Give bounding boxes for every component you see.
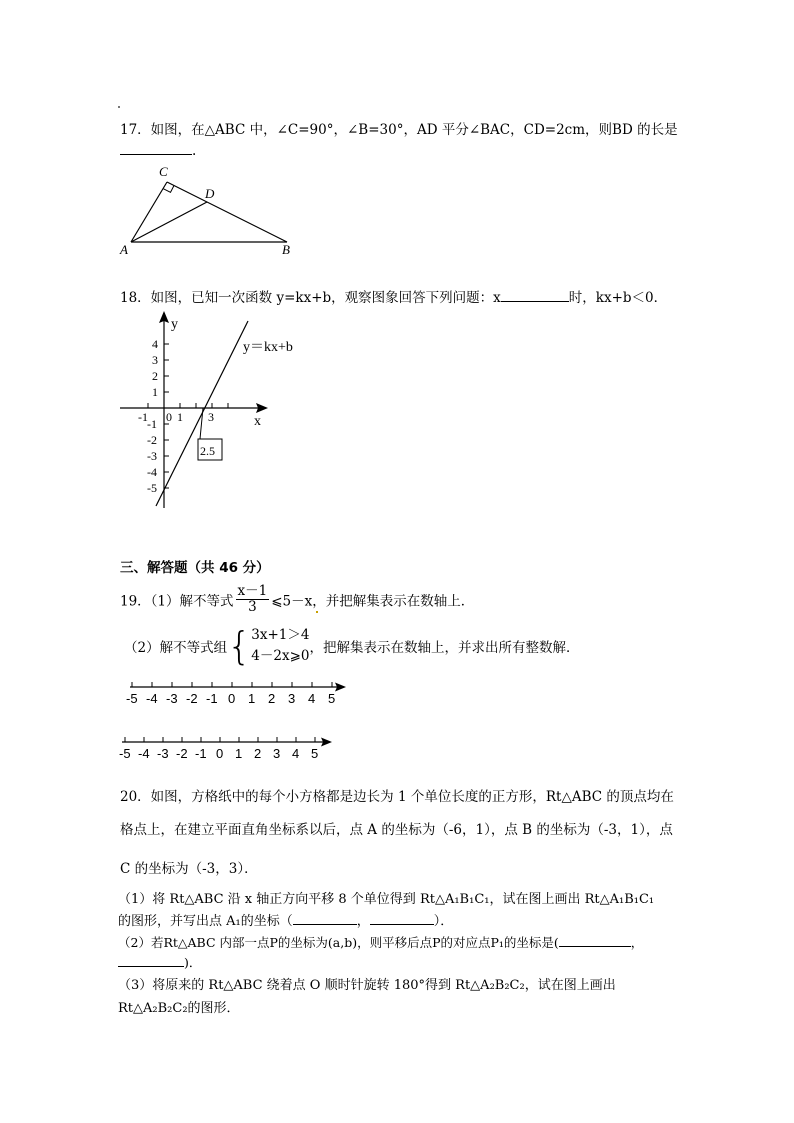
number-line-1[interactable]: [124, 680, 350, 708]
nl2-label-2: 2: [254, 746, 262, 761]
q20-sub2-prefix: （2）若Rt△ABC 内部一点P的坐标为(a,b)，则平移后点P的对应点P₁的坐标是(: [118, 935, 559, 950]
nl2-label-1: 1: [235, 746, 243, 761]
y-tick-4: 4: [152, 337, 158, 351]
y-tick-neg2: -2: [147, 433, 157, 447]
callout-text: 2.5: [200, 444, 215, 458]
nl1-label-2: 2: [268, 691, 276, 706]
inequality-system: [251, 625, 309, 667]
nl2-label-5: 5: [311, 746, 319, 761]
q20-sub1-mid: ，: [356, 914, 370, 929]
q20-sub1-line1: （1）将 Rt△ABC 沿 x 轴正方向平移 8 个单位得到 Rt△A₁B₁C₁，试在图上画出 Rt△A₁B₁C₁: [118, 892, 655, 907]
q19-part1: [120, 584, 474, 615]
number-line-2[interactable]: [118, 735, 338, 763]
q17-stem: 17．如图，在△ABC 中，∠C=90°，∠B=30°，AD 平分∠BAC，CD=2cm，则BD 的长是: [120, 122, 678, 138]
stray-dot: [118, 106, 120, 108]
q20-a1-y-blank[interactable]: [370, 910, 434, 925]
nl1-label-neg4: -4: [146, 691, 158, 706]
nl1-label-neg5: -5: [126, 691, 138, 706]
x-tick-neg1: -1: [138, 410, 148, 424]
y-tick-neg1: -1: [147, 417, 157, 431]
inequality-1: 3x+1＞4: [251, 627, 310, 643]
nl1-label-3: 3: [288, 691, 296, 706]
q19-p2-prefix: （2）解不等式组: [124, 640, 228, 656]
q19-frac-numerator: x－1: [237, 583, 268, 599]
q19-fraction: [236, 584, 270, 615]
q20-a1-x-blank[interactable]: [293, 910, 357, 925]
callout-pointer: [200, 408, 208, 439]
nl1-label-neg2: -2: [186, 691, 198, 706]
q20-sub2-tail: )．: [184, 955, 202, 970]
side-cb: [167, 182, 287, 242]
nl2-label-neg4: -4: [138, 746, 150, 761]
q19-p2-suffix: ，把解集表示在数轴上，并求出所有整数解．: [309, 640, 580, 656]
stray-mark: [316, 611, 318, 613]
y-axis-label: y: [171, 317, 178, 332]
system-brace: {: [227, 624, 252, 668]
q19-p1-suffix: ⩽5－x，并把解集表示在数轴上．: [271, 593, 475, 610]
q19-p1-prefix: 19．（1）解不等式: [120, 593, 234, 610]
q20-line2: 格点上，在建立平面直角坐标系以后，点 A 的坐标为（-6，1），点 B 的坐标为（-3，1），点: [120, 822, 673, 838]
q18-stem: 18．如图，已知一次函数 y=kx+b，观察图象回答下列问题：x: [120, 290, 501, 306]
right-angle-mark: [164, 186, 175, 193]
nl1-label-1: 1: [248, 691, 256, 706]
q19-frac-denominator: 3: [248, 599, 257, 615]
nl2-label-neg2: -2: [176, 746, 188, 761]
q20-sub3-line1: （3）将原来的 Rt△ABC 绕着点 O 顺时针旋转 180°得到 Rt△A₂B₂C₂，试在图上画出: [118, 978, 616, 993]
nl1-label-0: 0: [228, 691, 236, 706]
q20-p1-x-blank[interactable]: [559, 932, 631, 947]
q19-part2: [124, 625, 579, 667]
q20-line1: 20．如图，方格纸中的每个小方格都是边长为 1 个单位长度的正方形，Rt△ABC 的顶点均在: [120, 789, 674, 805]
nl2-label-0: 0: [216, 746, 224, 761]
y-tick-1: 1: [152, 385, 158, 399]
q20-sub2-line2: [118, 952, 201, 971]
q17-triangle-figure: [115, 160, 300, 260]
nl2-label-4: 4: [292, 746, 300, 761]
nl1-label-4: 4: [308, 691, 316, 706]
label-b: B: [282, 242, 290, 257]
x-axis-label: x: [254, 414, 261, 429]
nl2-label-neg5: -5: [119, 746, 131, 761]
y-tick-3: 3: [152, 353, 158, 367]
label-a: A: [120, 242, 128, 257]
function-label: y＝kx+b: [243, 340, 293, 355]
nl2-label-3: 3: [273, 746, 281, 761]
label-d: D: [205, 186, 215, 201]
q20-sub1-line2: [118, 910, 453, 929]
nl2-label-neg3: -3: [157, 746, 169, 761]
nl1-label-neg3: -3: [166, 691, 178, 706]
q17-text: [120, 118, 678, 138]
x-tick-1: 1: [177, 410, 183, 424]
y-tick-neg4: -4: [147, 465, 157, 479]
section-title: 三、解答题（共 46 分）: [120, 560, 270, 576]
x-tick-0: 0: [166, 410, 172, 424]
y-tick-neg5: -5: [147, 481, 157, 495]
q20-sub3-line2: Rt△A₂B₂C₂的图形．: [118, 1001, 240, 1016]
q17-answer-line: [120, 140, 196, 159]
q17-blank[interactable]: [120, 140, 192, 155]
x-tick-3: 3: [208, 410, 214, 424]
q18-blank[interactable]: [501, 287, 569, 302]
y-tick-labels: [147, 337, 158, 495]
nl1-label-neg1: -1: [206, 691, 218, 706]
q20-line3: C 的坐标为（-3，3）．: [120, 861, 258, 877]
y-tick-2: 2: [152, 369, 158, 383]
inequality-2: 4－2x⩾0: [251, 648, 310, 664]
q18-graph: [110, 308, 310, 513]
q18-tail: 时，kx+b＜0．: [568, 290, 668, 306]
q20-sub1-tail: ）．: [433, 914, 454, 929]
label-c: C: [159, 164, 168, 179]
q17-tail: .: [192, 143, 197, 159]
q20-p1-y-blank[interactable]: [118, 952, 184, 967]
nl2-label-neg1: -1: [195, 746, 207, 761]
q18-text: [120, 286, 667, 306]
q20-sub2-comma: ，: [630, 935, 644, 950]
nl1-label-5: 5: [328, 691, 336, 706]
q20-sub1-prefix: 的图形，并写出点 A₁的坐标（: [118, 914, 293, 929]
q20-sub2-line1: [118, 932, 643, 951]
y-tick-neg3: -3: [147, 449, 157, 463]
